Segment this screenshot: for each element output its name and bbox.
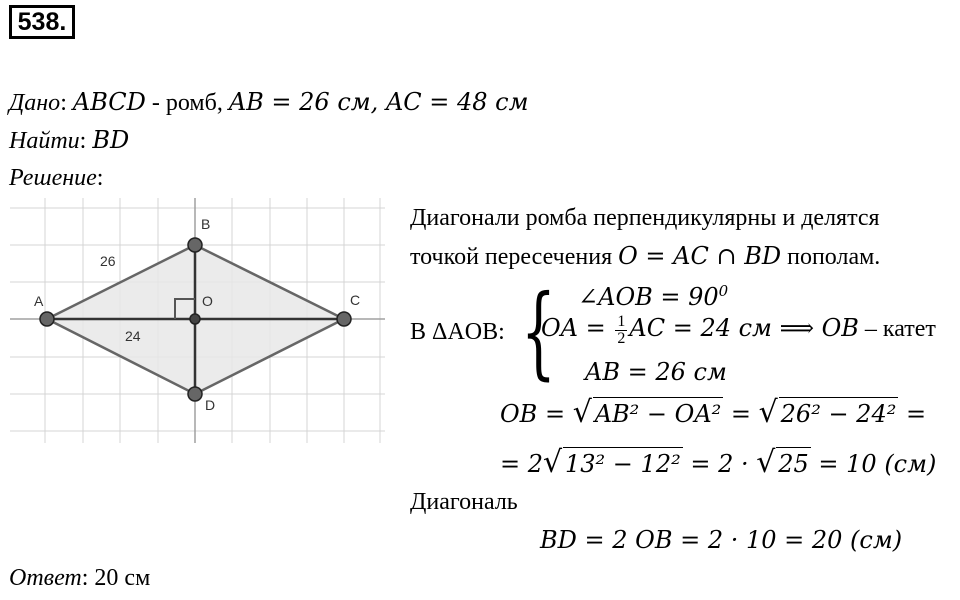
- find-value: BD: [92, 126, 130, 154]
- fraction-half: [615, 314, 627, 347]
- sqrt-2-radicand: 26² − 24²: [779, 397, 899, 428]
- system-row-2-b: AC = 24 см ⟹ OB: [629, 314, 859, 343]
- given-ac: AC = 48 см: [385, 88, 529, 116]
- given-label: Дано: [9, 90, 61, 116]
- system-row-1: [578, 284, 728, 309]
- diagonal-label: Диагональ: [410, 489, 518, 515]
- answer-label: Ответ: [9, 565, 82, 591]
- label-a: A: [34, 293, 44, 309]
- system-intro: [410, 320, 505, 344]
- rhombus-figure: [10, 198, 385, 443]
- calc-line-1: [500, 402, 926, 426]
- system-row-2-c: – катет: [858, 316, 936, 343]
- system-row-1-sup: 0: [718, 282, 729, 300]
- system-row-1-text: ∠AOB = 90: [578, 283, 719, 311]
- vertex-c: [337, 312, 351, 326]
- answer-line: [9, 566, 150, 590]
- explanation-line-1: Диагонали ромба перпендикулярны и делятся: [410, 205, 880, 231]
- given-sep: :: [60, 90, 73, 116]
- calc-line-2-b: = 2 ·: [682, 450, 757, 478]
- system-intro-text: В ΔAOB:: [410, 319, 505, 345]
- given-line: [9, 90, 529, 115]
- solution-label: Решение: [9, 165, 97, 191]
- calc-line-2-c: = 10 (см): [810, 450, 937, 478]
- sqrt-1: [573, 402, 724, 426]
- given-ab: AB = 26 см,: [228, 88, 386, 116]
- sqrt-2: [759, 402, 899, 426]
- solution-line: [9, 166, 103, 190]
- label-d: D: [205, 397, 216, 413]
- calc-line-2: [500, 452, 936, 476]
- calc-line-1-c: =: [898, 400, 927, 428]
- vertex-d: [188, 387, 202, 401]
- explanation-line-2-c: пополам.: [781, 244, 881, 270]
- explanation-line-2-a: точкой пересечения: [410, 244, 619, 270]
- explanation-line-2-b: O = AC ∩ BD: [618, 242, 782, 270]
- calc-line-2-a: = 2: [500, 450, 544, 478]
- diagonal-formula: BD = 2 OB = 2 · 10 = 20 (см): [540, 526, 903, 554]
- fraction-numerator: 1: [617, 313, 626, 330]
- solution-sep: :: [96, 165, 104, 191]
- calc-line-1-b: =: [723, 400, 759, 428]
- system-row-3: AB = 26 см: [585, 358, 727, 386]
- sqrt-4: [756, 452, 811, 476]
- given-text: - ромб,: [145, 90, 229, 116]
- system-row-2: [541, 314, 936, 347]
- sqrt-1-radicand: AB² − OA²: [593, 397, 724, 428]
- vertex-a: [40, 312, 54, 326]
- answer-sep: :: [81, 565, 95, 591]
- vertex-b: [188, 238, 202, 252]
- label-side-ao: 24: [125, 328, 141, 344]
- label-b: B: [201, 216, 211, 232]
- label-side-ab: 26: [100, 253, 116, 269]
- find-label: Найти: [9, 128, 80, 154]
- find-line: [9, 128, 129, 153]
- sqrt-3-radicand: 13² − 12²: [563, 447, 683, 478]
- calc-line-1-a: OB =: [500, 400, 573, 428]
- sqrt-3: [543, 452, 683, 476]
- label-o: O: [202, 293, 213, 309]
- system-row-2-a: OA =: [541, 314, 614, 343]
- system-brace: {: [521, 273, 556, 390]
- given-shape: ABCD: [72, 88, 146, 116]
- sqrt-4-radicand: 25: [776, 447, 811, 478]
- label-c: C: [350, 292, 361, 308]
- fraction-denominator: 2: [617, 330, 626, 347]
- explanation-line-2: [410, 244, 880, 269]
- problem-number: 538.: [9, 5, 75, 39]
- point-o: [190, 314, 200, 324]
- find-sep: :: [79, 128, 93, 154]
- answer-value: 20 см: [94, 565, 151, 591]
